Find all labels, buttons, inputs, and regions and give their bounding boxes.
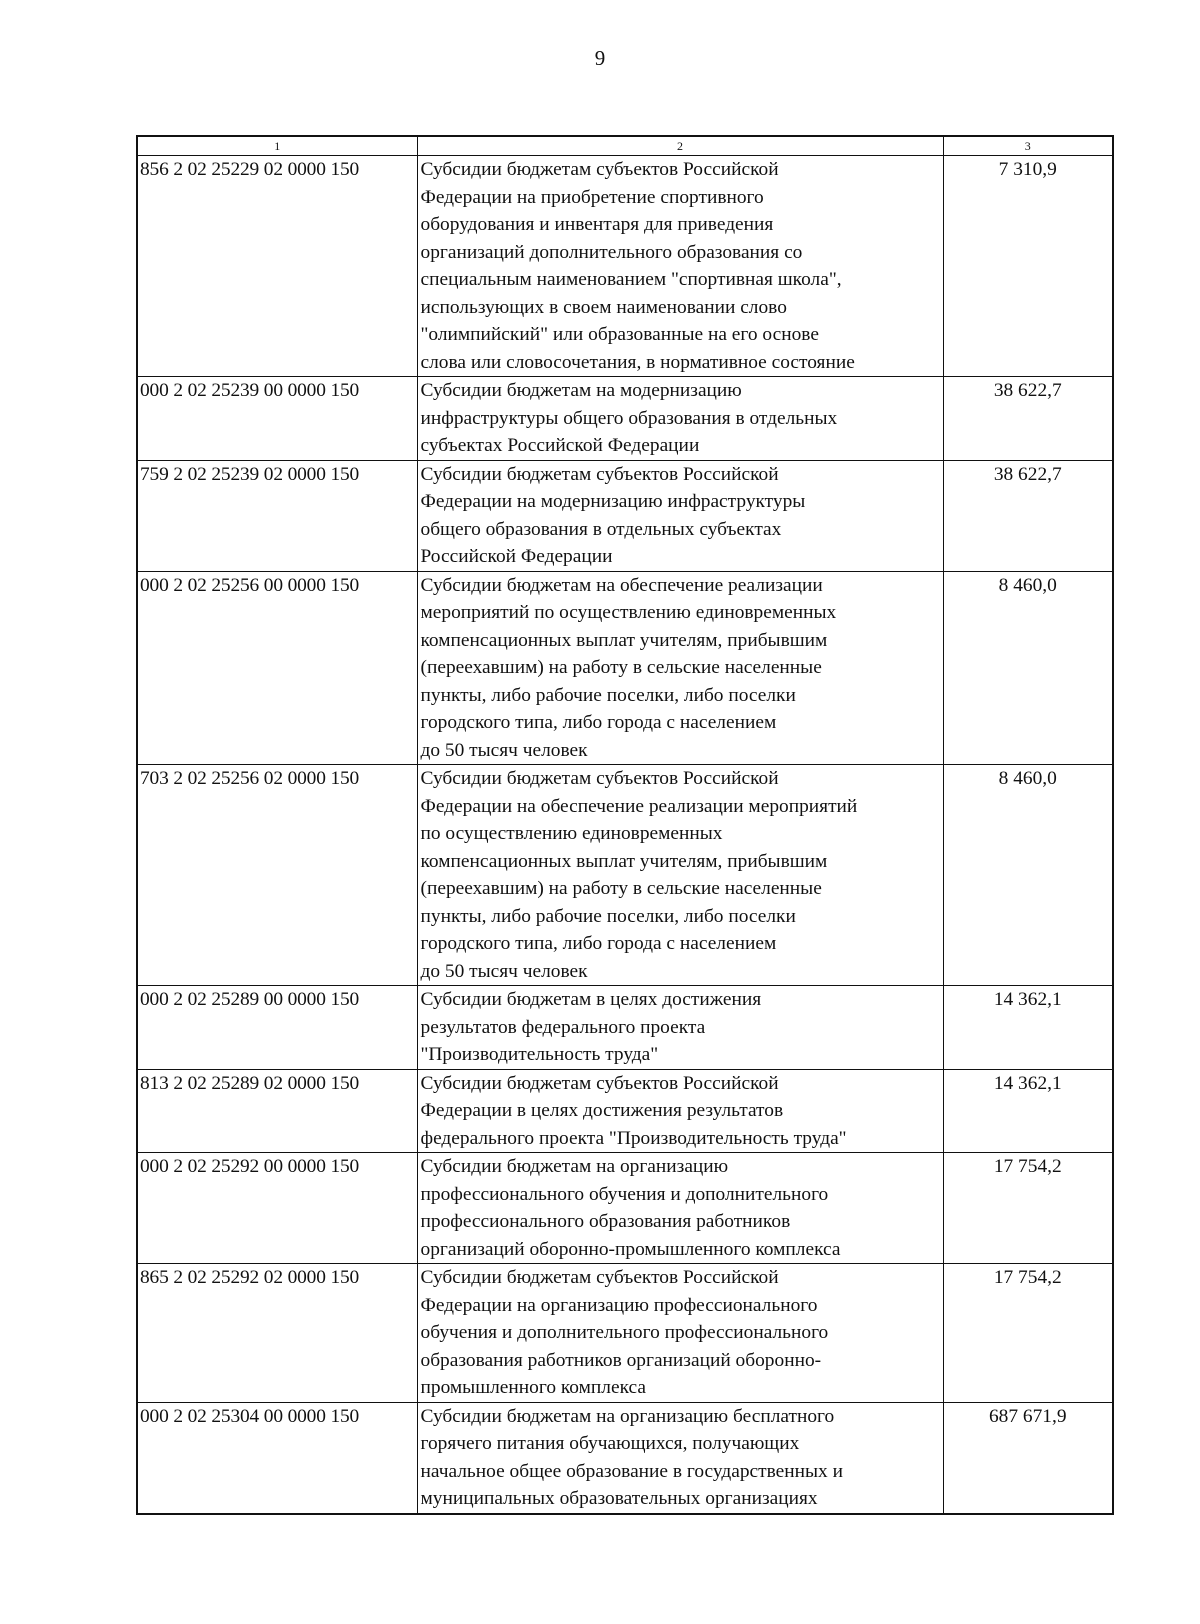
row-code: 759 2 02 25239 02 0000 150: [137, 460, 417, 571]
header-row: [137, 136, 1113, 156]
row-amount: 17 754,2: [943, 1264, 1113, 1403]
table-row: [137, 1402, 1113, 1514]
row-amount: 17 754,2: [943, 1153, 1113, 1264]
budget-table: [136, 135, 1114, 1515]
table-body: [137, 156, 1113, 1514]
row-code: 813 2 02 25289 02 0000 150: [137, 1069, 417, 1153]
row-code: 000 2 02 25239 00 0000 150: [137, 377, 417, 461]
row-code: 000 2 02 25256 00 0000 150: [137, 571, 417, 765]
table-row: [137, 377, 1113, 461]
row-amount: 14 362,1: [943, 986, 1113, 1070]
row-description: Субсидии бюджетам субъектов Российской Федерации на приобретение спортивного оборудования и инвентаря для приведения организаций дополнительного образования со специальным наименованием "спортивная школа", использующих в своем наименовании слово "олимпийский" или образованные на его основе слова или словосочетания, в нормативное состояние: [417, 156, 943, 377]
table-header: [137, 136, 1113, 156]
row-amount: 38 622,7: [943, 377, 1113, 461]
row-code: 856 2 02 25229 02 0000 150: [137, 156, 417, 377]
row-amount: 687 671,9: [943, 1402, 1113, 1514]
row-amount: 8 460,0: [943, 571, 1113, 765]
row-amount: 8 460,0: [943, 765, 1113, 986]
table-row: [137, 1264, 1113, 1403]
row-description: Субсидии бюджетам на организацию бесплатного горячего питания обучающихся, получающих начальное общее образование в государственных и муниципальных образовательных организациях: [417, 1402, 943, 1514]
row-description: Субсидии бюджетам на организацию профессионального обучения и дополнительного профессионального образования работников организаций оборонно-промышленного комплекса: [417, 1153, 943, 1264]
row-description: Субсидии бюджетам на обеспечение реализации мероприятий по осуществлению единовременных компенсационных выплат учителям, прибывшим (переехавшим) на работу в сельские населенные пункты, либо рабочие поселки, либо поселки городского типа, либо города с населением до 50 тысяч человек: [417, 571, 943, 765]
row-description: Субсидии бюджетам в целях достижения результатов федерального проекта "Производительность труда": [417, 986, 943, 1070]
row-code: 000 2 02 25304 00 0000 150: [137, 1402, 417, 1514]
table-row: [137, 156, 1113, 377]
column-header-code: 1: [137, 136, 417, 156]
row-description: Субсидии бюджетам субъектов Российской Федерации в целях достижения результатов федерального проекта "Производительность труда": [417, 1069, 943, 1153]
table-row: [137, 571, 1113, 765]
column-header-description: 2: [417, 136, 943, 156]
row-description: Субсидии бюджетам субъектов Российской Федерации на организацию профессионального обучения и дополнительного профессионального образования работников организаций оборонно- промышленного комплекса: [417, 1264, 943, 1403]
row-code: 000 2 02 25292 00 0000 150: [137, 1153, 417, 1264]
table-row: [137, 1153, 1113, 1264]
row-description: Субсидии бюджетам субъектов Российской Федерации на модернизацию инфраструктуры общего образования в отдельных субъектах Российской Федерации: [417, 460, 943, 571]
table-row: [137, 986, 1113, 1070]
row-amount: 7 310,9: [943, 156, 1113, 377]
row-code: 000 2 02 25289 00 0000 150: [137, 986, 417, 1070]
row-description: Субсидии бюджетам субъектов Российской Федерации на обеспечение реализации мероприятий по осуществлению единовременных компенсационных выплат учителям, прибывшим (переехавшим) на работу в сельские населенные пункты, либо рабочие поселки, либо поселки городского типа, либо города с населением до 50 тысяч человек: [417, 765, 943, 986]
row-code: 703 2 02 25256 02 0000 150: [137, 765, 417, 986]
page-number: 9: [594, 46, 606, 70]
table-row: [137, 1069, 1113, 1153]
table-row: [137, 765, 1113, 986]
row-amount: 14 362,1: [943, 1069, 1113, 1153]
row-description: Субсидии бюджетам на модернизацию инфраструктуры общего образования в отдельных субъектах Российской Федерации: [417, 377, 943, 461]
row-amount: 38 622,7: [943, 460, 1113, 571]
table-row: [137, 460, 1113, 571]
column-header-amount: 3: [943, 136, 1113, 156]
row-code: 865 2 02 25292 02 0000 150: [137, 1264, 417, 1403]
